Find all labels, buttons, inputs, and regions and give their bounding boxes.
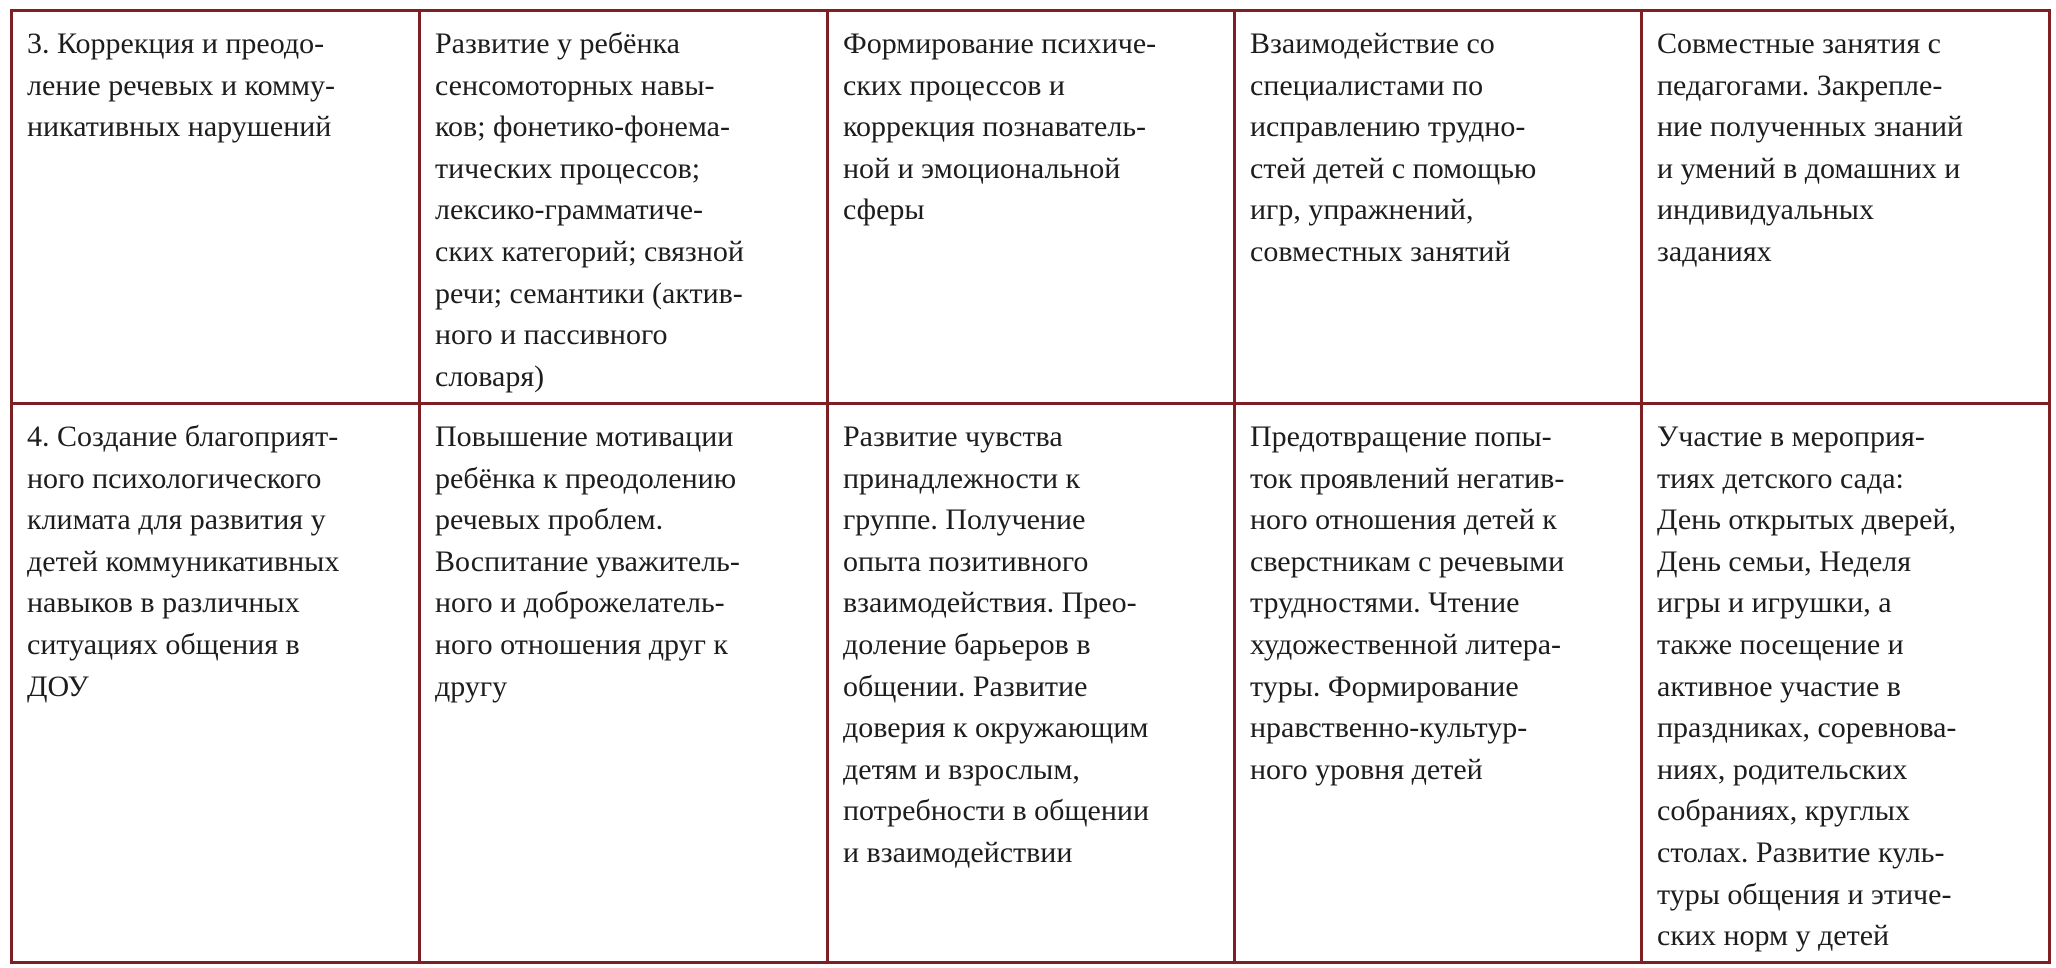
cell-text-line: климата для развития у	[27, 503, 326, 537]
cell-text-line: словаря)	[435, 359, 545, 393]
cell-text-line: ного психологического	[27, 461, 322, 495]
table-row-4	[12, 404, 2050, 963]
cell-text-line: специалистами по	[1250, 68, 1484, 102]
cell-text-line: тических процессов;	[435, 151, 701, 185]
cell-text-line: ного и пассивного	[435, 318, 668, 352]
cell-text-line: индивидуальных	[1657, 193, 1874, 227]
table-cell-psychological-processes	[828, 11, 1235, 404]
cell-text-line: ских норм у детей	[1657, 919, 1890, 953]
cell-text-line: Повышение мотивации	[435, 420, 734, 453]
table-cell-negative-attitude-prevention	[1235, 404, 1642, 963]
cell-text-line: доверия к окружающим	[843, 711, 1149, 745]
table-cell-motivation	[420, 404, 828, 963]
cell-text-line: навыков в различных	[27, 586, 300, 620]
table-row-3	[12, 11, 2050, 404]
cell-text-line: речи; семантики (актив-	[435, 276, 743, 310]
cell-text-line: ских категорий; связной	[435, 234, 744, 268]
cell-text-line: коррекция познаватель-	[843, 110, 1147, 144]
cell-text-line: Предотвращение попы-	[1250, 420, 1552, 453]
cell-text-line: Взаимодействие со	[1250, 27, 1495, 60]
cell-text-line: ление речевых и комму-	[27, 68, 335, 102]
cell-text-line: ного отношения детей к	[1250, 503, 1557, 537]
cell-text-line: праздниках, соревнова-	[1657, 711, 1957, 745]
cell-text-line: Воспитание уважитель-	[435, 544, 740, 578]
cell-text-line: опыта позитивного	[843, 544, 1089, 578]
cell-text-line: и взаимодействии	[843, 835, 1073, 869]
cell-text-line: День семьи, Неделя	[1657, 544, 1912, 578]
table-cell-specialist-interaction	[1235, 11, 1642, 404]
cell-text-line: Совместные занятия с	[1657, 27, 1941, 60]
cell-text-line: ного уровня детей	[1250, 752, 1483, 786]
cell-text-line: Развитие чувства	[843, 420, 1063, 453]
cell-text-line: детей коммуникативных	[27, 544, 340, 578]
cell-text-line: лексико-грамматиче-	[435, 193, 704, 227]
cell-text-line: ниях, родительских	[1657, 752, 1908, 786]
cell-text-line: ного отношения друг к	[435, 627, 728, 661]
correction-work-table	[10, 9, 2051, 964]
table-cell-task	[12, 11, 420, 404]
table-cell-task	[12, 404, 420, 963]
cell-text-line: игры и игрушки, а	[1657, 586, 1892, 620]
cell-text-line: сферы	[843, 193, 925, 227]
cell-text-line: ной и эмоциональной	[843, 151, 1121, 185]
cell-text-line: другу	[435, 669, 508, 703]
cell-text-line: группе. Получение	[843, 503, 1086, 537]
cell-text-line: потребности в общении	[843, 794, 1150, 828]
cell-text-line: 4. Создание благоприят-	[27, 420, 339, 453]
cell-text-line: ДОУ	[27, 669, 89, 703]
table-cell-kindergarten-events	[1642, 404, 2050, 963]
cell-text-line: никативных нарушений	[27, 110, 332, 144]
cell-text-line: и умений в домашних и	[1657, 151, 1961, 185]
cell-text-line: ков; фонетико-фонема-	[435, 110, 730, 144]
cell-text-line: стей детей с помощью	[1250, 151, 1537, 185]
cell-text-line: художественной литера-	[1250, 627, 1562, 661]
cell-text-line: также посещение и	[1657, 627, 1904, 661]
cell-text-line: сенсомоторных навы-	[435, 68, 715, 102]
cell-text-line: сверстникам с речевыми	[1250, 544, 1565, 578]
cell-text-line: доление барьеров в	[843, 627, 1091, 661]
cell-text-line: взаимодействия. Прео-	[843, 586, 1137, 620]
cell-text-line: столах. Развитие куль-	[1657, 835, 1945, 869]
cell-text-line: нравственно-культур-	[1250, 711, 1528, 745]
cell-text-line: ских процессов и	[843, 68, 1065, 102]
cell-text-line: День открытых дверей,	[1657, 503, 1957, 537]
cell-text-line: трудностями. Чтение	[1250, 586, 1520, 620]
table-cell-speech-development	[420, 11, 828, 404]
table-cell-teacher-activities	[1642, 11, 2050, 404]
cell-text-line: заданиях	[1657, 234, 1772, 268]
cell-text-line: принадлежности к	[843, 461, 1081, 495]
cell-text-line: Развитие у ребёнка	[435, 27, 680, 60]
cell-text-line: детям и взрослым,	[843, 752, 1080, 786]
cell-text-line: игр, упражнений,	[1250, 193, 1474, 227]
cell-text-line: ребёнка к преодолению	[435, 461, 737, 495]
cell-text-line: педагогами. Закрепле-	[1657, 68, 1943, 102]
cell-text-line: активное участие в	[1657, 669, 1901, 703]
cell-text-line: 3. Коррекция и преодо-	[27, 27, 325, 60]
cell-text-line: ситуациях общения в	[27, 627, 300, 661]
cell-text-line: ного и доброжелатель-	[435, 586, 725, 620]
cell-text-line: общении. Развитие	[843, 669, 1088, 703]
cell-text-line: речевых проблем.	[435, 503, 664, 537]
cell-text-line: тиях детского сада:	[1657, 461, 1904, 495]
cell-text-line: ние полученных знаний	[1657, 110, 1964, 144]
cell-text-line: Участие в мероприя-	[1657, 420, 1925, 453]
cell-text-line: ток проявлений негатив-	[1250, 461, 1565, 495]
cell-text-line: туры общения и этиче-	[1657, 877, 1952, 911]
cell-text-line: исправлению трудно-	[1250, 110, 1526, 144]
cell-text-line: совместных занятий	[1250, 234, 1511, 268]
cell-text-line: собраниях, круглых	[1657, 794, 1910, 828]
cell-text-line: Формирование психиче-	[843, 27, 1157, 60]
cell-text-line: туры. Формирование	[1250, 669, 1519, 703]
table-cell-group-belonging	[828, 404, 1235, 963]
